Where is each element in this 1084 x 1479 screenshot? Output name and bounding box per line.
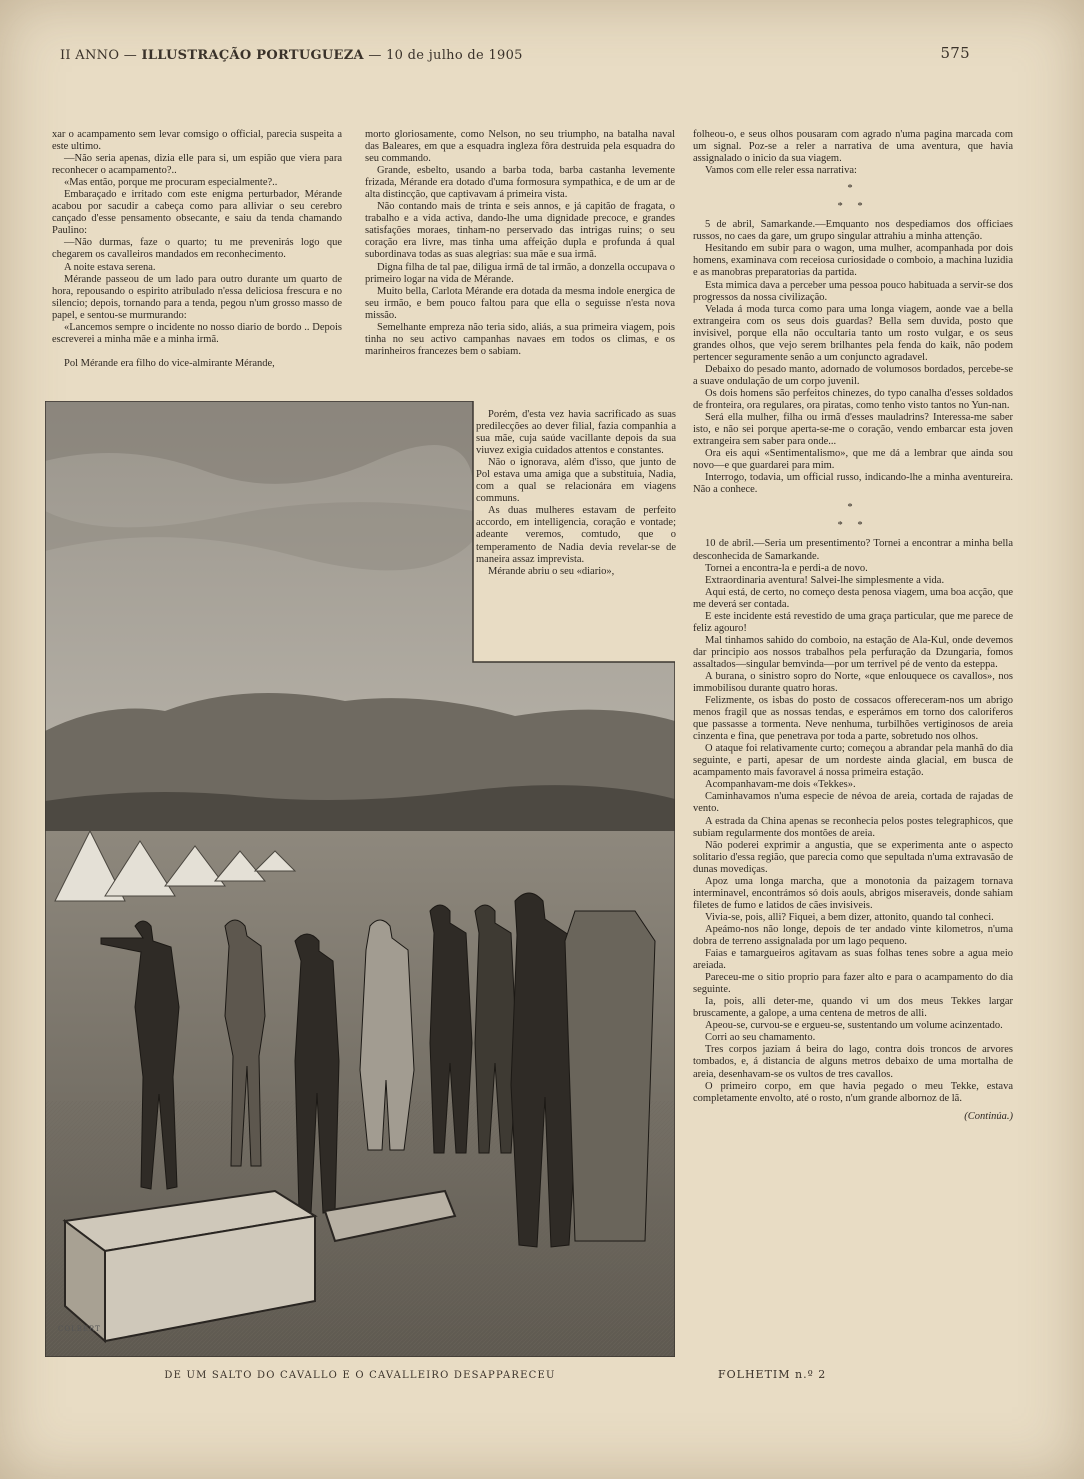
paragraph: «Lancemos sempre o incidente no nosso diario de bordo .. Depois escreverei a minha mãe e a minha irmã.: [52, 321, 342, 345]
paragraph: Apeou-se, curvou-se e ergueu-se, sustentando um volume acinzentado.: [705, 1020, 1003, 1032]
paragraph: Interrogo, todavia, um official russo, indicando-lhe a minha aventureira. Não a conhece.: [693, 472, 1013, 496]
paragraph: morto gloriosamente, como Nelson, no seu triumpho, na batalha naval das Baleares, em que a esquadra ingleza fôra destruida pela esquadra do seu commando.: [365, 129, 675, 165]
text-column-1: [52, 129, 342, 370]
section-separator: * *: [837, 201, 869, 213]
illustration-caption: DE UM SALTO DO CAVALLO E O CAVALLEIRO DESAPPARECEU: [164, 1370, 556, 1381]
paragraph: Ora eis aqui «Sentimentalismo», que me dá a lembrar que ainda sou novo—e que guardarei para mim.: [693, 448, 1013, 472]
paragraph: —Não seria apenas, dizia elle para si, um espião que viera para reconhecer o acampamento?..: [52, 153, 342, 177]
continua-note: (Continúa.): [964, 1110, 1013, 1122]
paragraph: Vivia-se, pois, alli? Fiquei, a bem dizer, attonito, quando tal conheci.: [705, 911, 994, 923]
paragraph: Digna filha de tal pae, diligua irmã de tal irmão, a donzella occupava o primeiro logar na vida de Mérande.: [365, 261, 675, 285]
paragraph: Apeámo-nos não longe, depois de ter andado vinte kilometros, n'uma dobra de terreno assignalada por um lago pequeno.: [693, 923, 1013, 947]
paragraph: As duas mulheres estavam de perfeito accordo, em intelligencia, coração e vontade; adeante veremos, comtudo, que o temperamento de Nadia devia revelar-se de maneira assaz imprevista.: [476, 505, 676, 565]
paragraph: Muito bella, Carlota Mérande era dotada da mesma indole energica de seu irmão, e bem pouco faltou para que ella o seguisse n'esta nova missão.: [365, 285, 675, 321]
paragraph: Pareceu-me o sitio proprio para fazer alto e para o acampamento do dia seguinte.: [693, 972, 1013, 996]
paragraph: A noite estava serena.: [64, 261, 156, 273]
paragraph: Embaraçado e irritado com este enigma perturbador, Mérande acabou por sacudir a cabeça como para alliviar o seu cerebro cançado d'esse pensamento obsecante, e saiu da tenda chamando Paulino:: [52, 189, 342, 237]
header-title: ILLUSTRAÇÃO PORTUGUEZA: [141, 48, 364, 63]
text-column-2: [365, 129, 675, 358]
paragraph: «Mas então, porque me procuram especialmente?..: [64, 177, 278, 189]
paragraph: 10 de abril.—Seria um presentimento? Tornei a encontrar a minha bella desconhecida de Samarkande.: [693, 538, 1013, 562]
paragraph: Porém, d'esta vez havia sacrificado as suas predilecções ao dever filial, fazia companhia a sua mãe, cuja saúde vacillante depois da sua viuvez exigia cuidados attentos e constantes.: [476, 409, 676, 457]
paragraph: Apoz uma longa marcha, que a monotonia da paizagem tornava interminavel, encontrámos só dois aouls, abrigos miseraveis, donde sahiam filetes de fumo e latidos de cães invisiveis.: [693, 875, 1013, 911]
header-year: II ANNO: [60, 48, 120, 63]
paragraph: —Não durmas, faze o quarto; tu me prevenirás logo que chegarem os cavalleiros mandados em reconhecimento.: [52, 237, 342, 261]
paragraph: Vamos com elle reler essa narrativa:: [705, 165, 857, 177]
paragraph: folheou-o, e seus olhos pousaram com agrado n'uma pagina marcada com um signal. Poz-se a reler a narrativa de uma aventura, que havia assignalado o inicio da sua viagem.: [693, 129, 1013, 165]
paragraph: O primeiro corpo, em que havia pegado o meu Tekke, estava completamente envolto, até o rosto, n'um grande albornoz de lã.: [693, 1080, 1013, 1104]
page-header: II ANNO — ILLUSTRAÇÃO PORTUGUEZA — 10 de julho de 1905 575: [60, 44, 970, 63]
paragraph: Não contando mais de trinta e seis annos, e já capitão de fragata, o trabalho e a vida activa, dando-lhe uma dignidade precoce, e grandes satisfações moraes, tinham-no perservado das intrigas ruins; o seu coração era livre, mas tinha uma affeição dupla e profunda á qual subordinava todas as suas alegrias: sua mãe e sua irmã.: [365, 201, 675, 261]
paragraph: Tornei a encontra-la e perdi-a de novo.: [705, 562, 868, 574]
section-separator: *: [847, 183, 859, 195]
paragraph: Grande, esbelto, usando a barba toda, barba castanha levemente frizada, Mérande era dotado d'uma formosura sympathica, e de um ar de alta distincção, que captivavam á primeira vista.: [365, 165, 675, 201]
paragraph: A estrada da China apenas se reconhecia pelos postes telegraphicos, que subiam regularmente dos montões de areia.: [693, 815, 1013, 839]
paragraph: Pol Mérande era filho do vice-almirante Mérande,: [64, 357, 275, 369]
text-column-3: [693, 129, 1013, 1123]
illustration-signature: COLBERT: [58, 1325, 101, 1333]
paragraph: A burana, o sinistro sopro do Norte, «que enlouquece os cavallos», nos immobilisou durante quatro horas.: [693, 670, 1013, 695]
paragraph: Hesitando em subir para o wagon, uma mulher, acompanhada por dois homens, examinava com receiosa curiosidade o comboio, a machina luzidia e as manobras preparatorias da partida.: [693, 243, 1013, 279]
page-number: 575: [940, 44, 970, 62]
paragraph: Os dois homens são perfeitos chinezes, do typo canalha d'esses soldados de fronteira, ora regulares, ora piratas, como tenho visto tantos no Yun-nan.: [693, 387, 1013, 411]
paragraph: Não o ignorava, além d'isso, que junto de Pol estava uma amiga que a substituia, Nadia, com a qual se relacionára em viagens communs.: [476, 457, 676, 505]
section-separator: *: [847, 502, 859, 514]
paragraph: Debaixo do pesado manto, adornado de volumosos bordados, percebe-se a suave ondulação de um corpo juvenil.: [693, 363, 1013, 387]
paragraph: Semelhante empreza não teria sido, aliás, a sua primeira viagem, pois tinha no seu activo campanhas navaes em todos os climas, e os marinheiros francezes bem o sabiam.: [365, 321, 675, 357]
camp-illustration: [45, 401, 675, 1357]
paragraph: Faias e tamargueiros agitavam as suas folhas tenes sobre a agua meio areiada.: [693, 948, 1013, 972]
paragraph: E este incidente está revestido de uma graça particular, que me parece de feliz agouro!: [693, 610, 1013, 634]
paragraph: Felizmente, os isbas do posto de cossacos offereceram-nos um abrigo menos fragil que as nossas tendas, e esperámos em torno dos caloriferos que passasse a tormenta. Neve nenhuma, turbilhões vertiginosos de areia cinzenta e fina, que penetrava por toda a parte, sobretudo nos olhos.: [693, 695, 1013, 743]
paragraph: Não poderei exprimir a angustia, que se experimenta ante o aspecto solitario d'essa região, que parecia como que sepultada n'uma extravasão de dunas movediças.: [693, 839, 1013, 875]
section-separator: * *: [837, 520, 869, 532]
paragraph: Esta mimica dava a perceber uma pessoa pouco habituada a servir-se dos progressos da nossa civilização.: [693, 279, 1013, 303]
paragraph: Corri ao seu chamamento.: [705, 1032, 816, 1044]
paragraph: O ataque foi relativamente curto; começou a abrandar pela manhã do dia seguinte, e parti, apesar de um nordeste ainda glacial, em busca de acampamento mais favoravel á nossa primeira estação.: [693, 743, 1013, 779]
paragraph: Tres corpos jaziam á beira do lago, contra dois troncos de arvores tombados, e, á distancia de alguns metros debaixo de uma mortalha de areia, desenhavam-se os vultos de tres cavallos.: [693, 1044, 1013, 1080]
paragraph: 5 de abril, Samarkande.—Emquanto nos despediamos dos officiaes russos, no caes da gare, um grupo singular attrahiu a minha attenção.: [693, 219, 1013, 243]
paragraph: Extraordinaria aventura! Salvei-lhe simplesmente a vida.: [705, 574, 945, 586]
folhetim-number: FOLHETIM n.º 2: [718, 1368, 827, 1381]
paragraph: Mérande passeou de um lado para outro durante um quarto de hora, repousando o espirito atribulado n'essa deliciosa frescura e no silencio; depois, tornando para a tenda, pegou n'um grosso masso de papel, e sentou-se murmurando:: [52, 273, 342, 321]
paragraph: Caminhavamos n'uma especie de névoa de areia, cortada de rajadas de vento.: [693, 791, 1013, 815]
paragraph: Aqui está, de certo, no começo desta penosa viagem, uma boa acção, que me deverá ser contada.: [693, 586, 1013, 610]
paragraph: Mérande abriu o seu «diario»,: [488, 565, 615, 577]
paragraph: Mal tinhamos sahido do comboio, na estação de Ala-Kul, onde devemos dar principio aos nossos trabalhos pela perfuração da Dzungaria, fomos assaltados—singular bemvinda—por um terrivel pé de vento da esteppa.: [693, 634, 1013, 670]
paragraph: Velada á moda turca como para uma longa viagem, aonde vae a bella extrangeira com os seus dois guardas? Bella sem duvida, posto que invisivel, porque ella não occultaria tanto um rosto vulgar, e os seus grandes olhos, que vejo serem brilhantes pela fenda do kaik, não podem pertencer seguramente senão a um conjuncto agradavel.: [693, 303, 1013, 363]
paragraph: Acompanhavam-me dois «Tekkes».: [705, 779, 856, 791]
paragraph: xar o acampamento sem levar comsigo o official, parecia suspeita a este ultimo.: [52, 129, 342, 153]
paragraph: Ia, pois, alli deter-me, quando vi um dos meus Tekkes largar bruscamente, a galope, a uma centena de metros de alli.: [693, 996, 1013, 1020]
header-date: 10 de julho de 1905: [386, 48, 523, 63]
paragraph: Será ella mulher, filha ou irmã d'esses mauladrins? Interessa-me saber isto, e não sei porque aperta-se-me o coração, vendo embarcar esta joven extrangeira sem saber para onde...: [693, 412, 1013, 448]
